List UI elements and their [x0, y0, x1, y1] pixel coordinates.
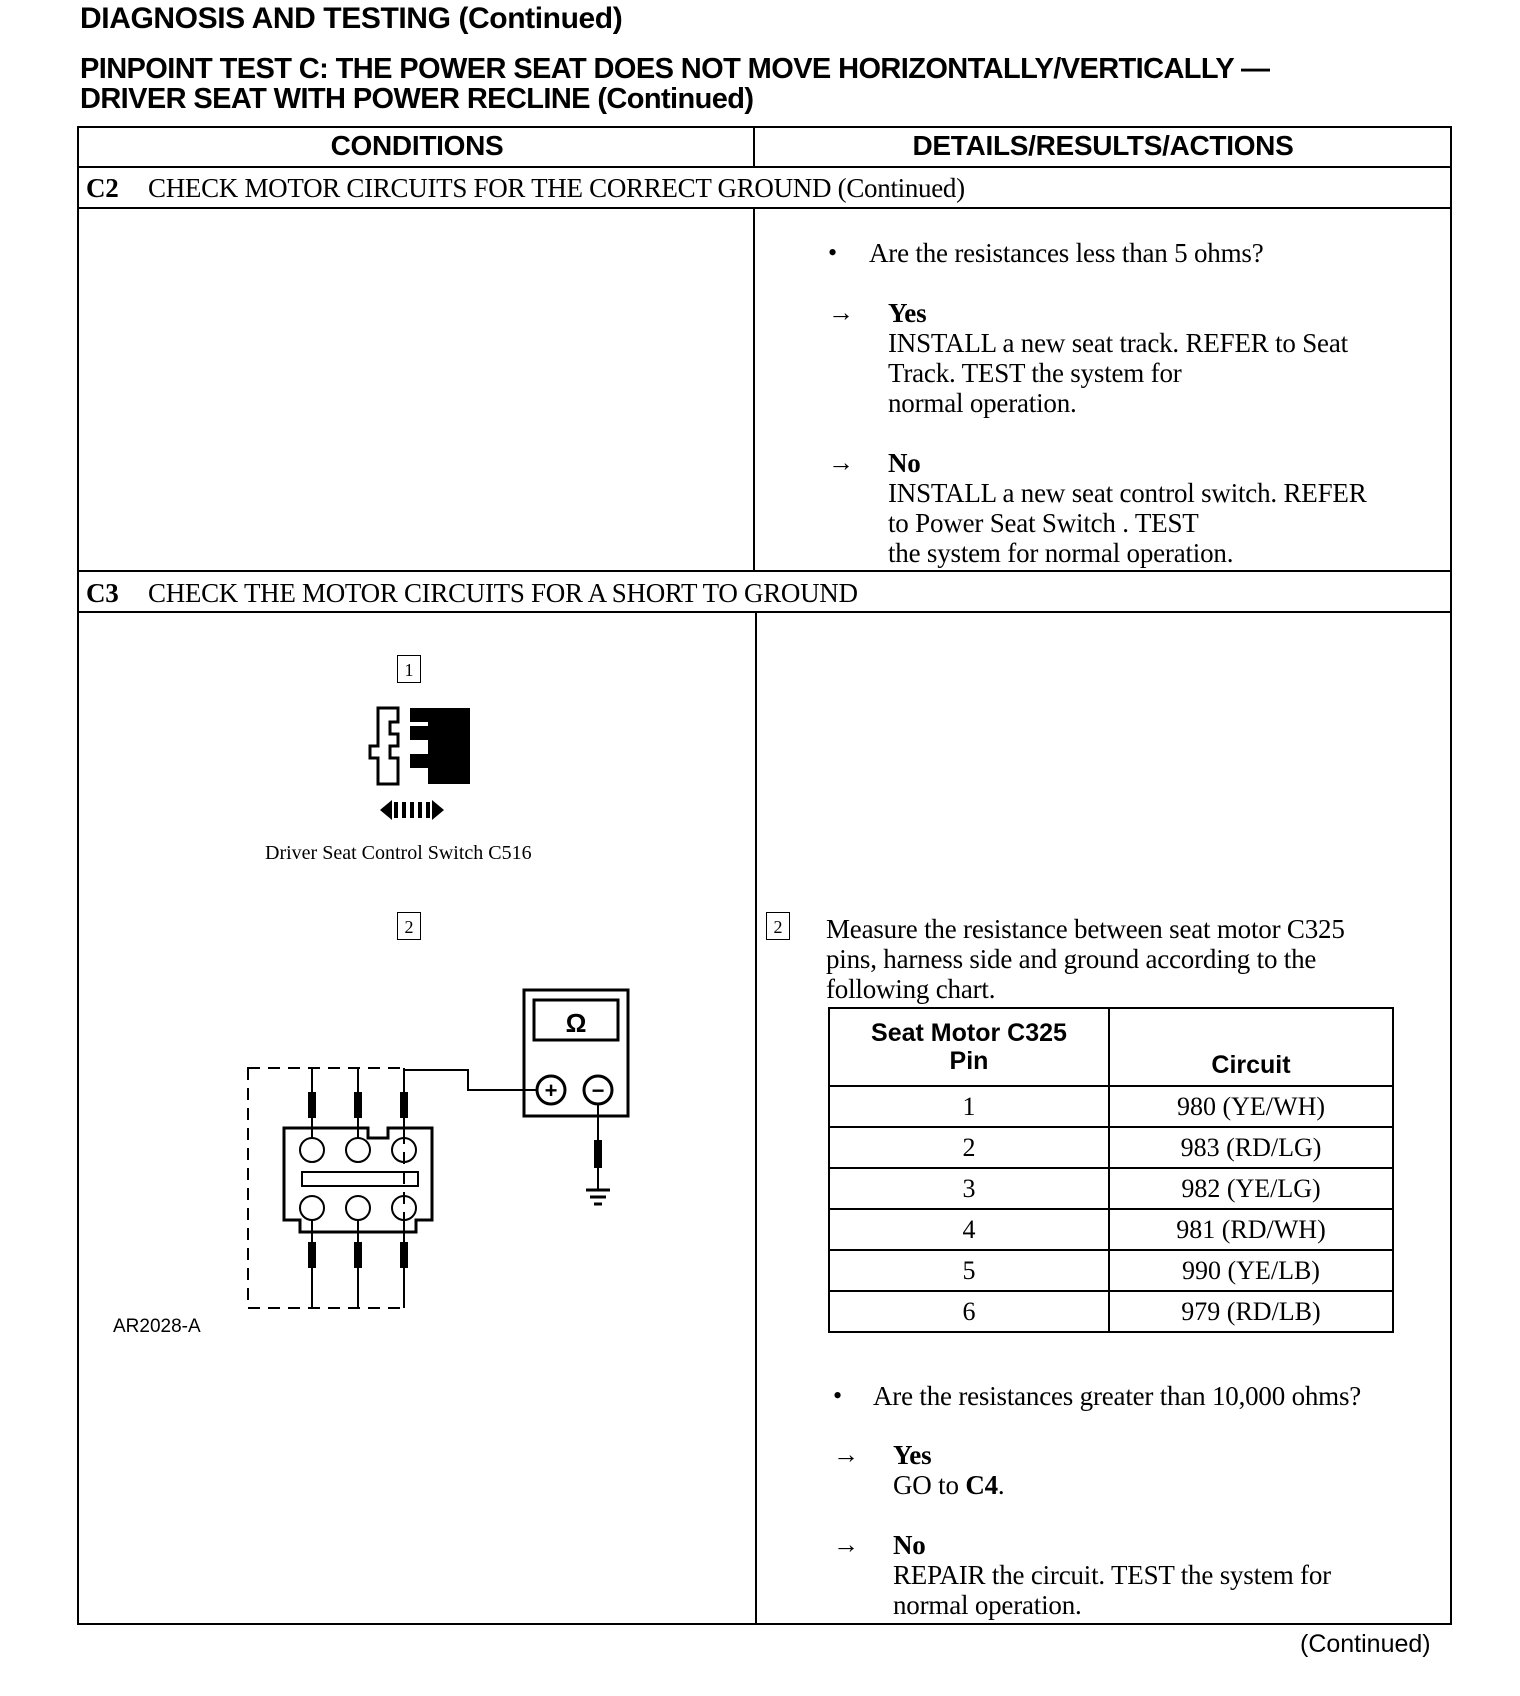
ohm-symbol: Ω: [565, 1008, 587, 1038]
plus-terminal-icon: +: [544, 1078, 558, 1103]
c2-no-line-2: to Power Seat Switch . TEST: [888, 508, 1199, 538]
c2-yes-line-2: Track. TEST the system for: [888, 358, 1182, 388]
callout-2: 2: [397, 912, 421, 940]
table-row: [829, 1127, 1393, 1168]
callout-1: 1: [397, 655, 421, 683]
c2-yes-block: [888, 298, 1348, 418]
c3-no-line-2: normal operation.: [893, 1590, 1082, 1620]
chart-header-pin-line-2: Pin: [949, 1047, 989, 1075]
c2-no-label: No: [888, 448, 921, 478]
c3-yes-suffix: .: [997, 1470, 1005, 1500]
pin-cell: 3: [829, 1168, 1109, 1209]
step-c3-heading: [86, 578, 858, 609]
c3-no-block: [893, 1530, 1331, 1620]
chart-header-circuit: Circuit: [1109, 1008, 1393, 1086]
c3-instruction: [826, 914, 1345, 1004]
connector-disconnect-icon: [340, 700, 480, 830]
arrow-c3-yes: →: [833, 1440, 859, 1469]
c2-no-line-3: the system for normal operation.: [888, 538, 1234, 568]
c2-yes-label: Yes: [888, 298, 927, 328]
c3-yes-label: Yes: [893, 1440, 932, 1470]
continued-footer: (Continued): [1300, 1630, 1431, 1658]
minus-terminal-icon: −: [591, 1078, 605, 1103]
figure-id: AR2028-A: [113, 1316, 201, 1337]
table-row: [829, 1168, 1393, 1209]
c3-yes-target: C4: [965, 1470, 998, 1500]
column-header-conditions: CONDITIONS: [330, 130, 504, 161]
step-c3-title: CHECK THE MOTOR CIRCUITS FOR A SHORT TO GROUND: [148, 578, 858, 608]
table-row: [829, 1086, 1393, 1127]
c2-yes-line-1: INSTALL a new seat track. REFER to Seat: [888, 328, 1348, 358]
c3-yes-prefix: GO to: [893, 1470, 966, 1500]
bullet-c3-question: •: [833, 1381, 843, 1410]
test-title-line-1: PINPOINT TEST C: THE POWER SEAT DOES NOT MOVE HORIZONTALLY/VERTICALLY —: [80, 53, 1270, 85]
arrow-c2-yes: →: [828, 298, 854, 327]
callout-2-details: 2: [766, 912, 790, 940]
arrow-c2-no: →: [828, 448, 854, 477]
step-c3-id: C3: [86, 578, 119, 608]
arrow-right-icon: [432, 800, 444, 820]
c2-no-line-1: INSTALL a new seat control switch. REFER: [888, 478, 1367, 508]
c3-yes-text: [893, 1470, 1004, 1500]
pin-cell: 2: [829, 1127, 1109, 1168]
step-c2-heading: [86, 173, 965, 204]
step-c2-id: C2: [86, 173, 119, 203]
chart-header-row: [829, 1008, 1393, 1086]
chart-header-pin-line-1: Seat Motor C325: [871, 1019, 1067, 1047]
test-title-line-2: DRIVER SEAT WITH POWER RECLINE (Continued): [80, 83, 754, 115]
c3-instruction-line-1: Measure the resistance between seat motor C325: [826, 914, 1345, 944]
pin-cell: 4: [829, 1209, 1109, 1250]
c3-no-label: No: [893, 1530, 926, 1560]
pin-circuit-chart: [828, 1007, 1394, 1333]
switch-caption: Driver Seat Control Switch C516: [265, 842, 532, 864]
circuit-cell: 983 (RD/LG): [1109, 1127, 1393, 1168]
c2-question: Are the resistances less than 5 ohms?: [869, 238, 1264, 268]
c3-no-line-1: REPAIR the circuit. TEST the system for: [893, 1560, 1331, 1590]
c2-yes-line-3: normal operation.: [888, 388, 1077, 418]
c3-instruction-line-3: following chart.: [826, 974, 996, 1004]
chart-header-pin: [829, 1008, 1109, 1086]
c3-yes-block: [893, 1440, 1004, 1500]
c2-no-block: [888, 448, 1367, 568]
circuit-cell: 981 (RD/WH): [1109, 1209, 1393, 1250]
c3-instruction-line-2: pins, harness side and ground according to the: [826, 944, 1317, 974]
circuit-cell: 982 (YE/LG): [1109, 1168, 1393, 1209]
pin-cell: 6: [829, 1291, 1109, 1332]
pin-cell: 1: [829, 1086, 1109, 1127]
circuit-cell: 990 (YE/LB): [1109, 1250, 1393, 1291]
circuit-cell: 979 (RD/LB): [1109, 1291, 1393, 1332]
step-c2-title: CHECK MOTOR CIRCUITS FOR THE CORRECT GROUND (Continued): [148, 173, 965, 203]
table-row: [829, 1209, 1393, 1250]
table-row: [829, 1250, 1393, 1291]
arrow-left-icon: [380, 800, 392, 820]
c3-question: Are the resistances greater than 10,000 ohms?: [873, 1381, 1362, 1411]
column-header-details: DETAILS/RESULTS/ACTIONS: [912, 130, 1294, 161]
bullet-c2-question: •: [828, 238, 838, 267]
pin-cell: 5: [829, 1250, 1109, 1291]
ohmmeter-test-diagram: [240, 980, 640, 1320]
circuit-cell: 980 (YE/WH): [1109, 1086, 1393, 1127]
table-row: [829, 1291, 1393, 1332]
arrow-c3-no: →: [833, 1530, 859, 1559]
page-title: DIAGNOSIS AND TESTING (Continued): [80, 2, 623, 35]
